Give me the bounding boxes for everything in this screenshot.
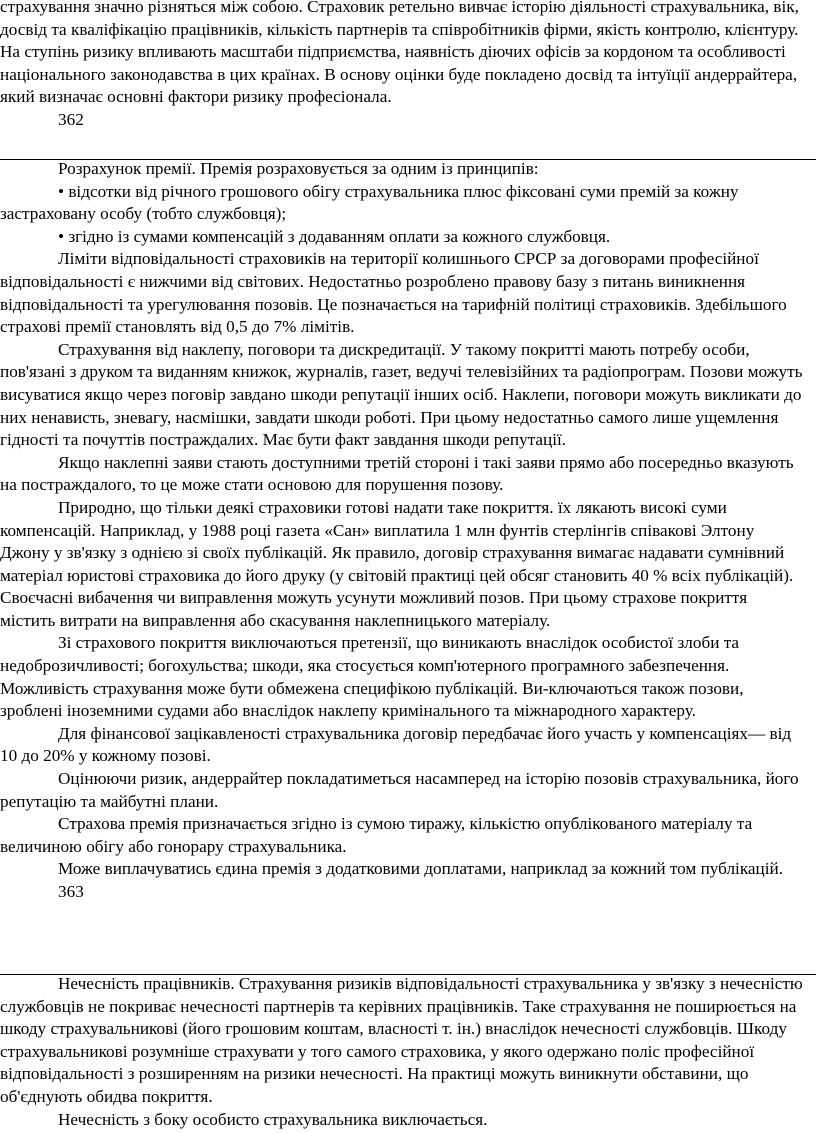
page-fragment-2 — [0, 158, 804, 904]
paragraph: Може виплачуватись єдина премія з додатковими доплатами, наприклад за кожний том публікацій. — [58, 859, 784, 879]
paragraph: Страхування від наклепу, поговори та дискредитації. У такому покритті мають потребу особи, пов'язані з друком та виданням книжок, журналів, газет, ведучі телевізійних та радіопрограм. Позови можуть висуватися якщо через поговір завдано шкоди репутації інших осіб. Наклепи, поговори можуть викликати до них ненависть, зневагу, насмішки, завдати шкоди роботі. При цьому недостатньо самого лише ущемлення гідності та почуттів постраждалих. Має бути факт завдання шкоди репутації. — [0, 339, 803, 450]
paragraph: Розрахунок премії. Премія розраховується за одним із принципів: — [58, 159, 539, 178]
page-fragment-3 — [0, 973, 804, 1131]
paragraph: Страхова премія призначається згідно із сумою тиражу, кількістю опублікованого матеріалу та величиною обігу або гонорару страхувальника. — [0, 814, 753, 856]
paragraph: Якщо наклепні заяви стають доступними третій стороні і такі заяви прямо або посередньо вказують на постраждалого, то це може стати основою для порушення позову. — [0, 452, 794, 495]
paragraph: Оцінюючи ризик, андеррайтер покладатиметься насамперед на історію позовів страхувальника, його репутацію та майбутні плани. — [0, 769, 799, 811]
paragraph: Для фінансової зацікавленості страхувальника договір передбачає його участь у компенсаціях— від 10 до 20% у кожному позові. — [0, 723, 792, 766]
paragraph: Нечесність з боку особисто страхувальника виключається. — [58, 1109, 488, 1129]
bullet-item: • відсотки від річного грошового обігу страхувальника плюс фіксовані суми премій за кожну застраховану особу (тобто службовця); — [0, 181, 739, 224]
paragraph: Ліміти відповідальності страховиків на території колишнього СРСР за договорами професійної відповідальності є нижчими від світових. Недостатньо розроблено правову базу з питань виникнення відповідальності та урегулювання позовів. Це позначається на тарифній політиці страховиків. Здебільшого страхові премії становлять від 0,5 до 7% лімітів. — [0, 249, 787, 337]
page-number-362: 362 — [58, 109, 84, 129]
paragraph: Зі страхового покриття виключаються претензії, що виникають внаслідок особистої злоби та недоброзичливості; богохульства; шкоди, яка стосується комп'ютерного програмного забезпечення. Можливість страхування може бути обмежена специфікою публікацій. Ви-ключаються також позови, зроблені іноземними судами або внаслідок наклепу кримінального та міжнародного характеру. — [0, 633, 744, 721]
page-number-363: 363 — [58, 882, 84, 901]
paragraph: Природно, що тільки деякі страховики готові надати таке покриття. їх лякають високі суми компенсацій. Наприклад, у 1988 році газета «Сан» виплатила 1 млн фунтів стерлінгів співакові Элтону Джону у зв'язку з однією зі своїх публікацій. Як правило, договір страхування вимагає надавати сумнівний матеріал юристові страховика до його друку (у світовій практиці цей обсяг становить 40 % всіх публікацій). Своєчасні вибачення чи виправлення можуть усунути можливий позов. При цьому страхове покриття містить витрати на виправлення або скасування наклепницького матеріалу. — [0, 497, 794, 630]
paragraph: страхування значно різняться між собою. Страховик ретельно вивчає історію діяльності страхувальника, вік, досвід та кваліфікацію працівників, кількість партнерів та співробітників фірми, якість контролю, клієнтуру. На ступінь ризику впливають масштаби підприємства, наявність діючих офісів за кордоном та особливості національного законодавства в цих країнах. В основу оцінки буде покладено досвід та інтуїції андеррайтера, який визначає основні фактори ризику професіонала. — [0, 0, 799, 107]
page-fragment-1 — [0, 0, 804, 132]
bullet-item: • згідно із сумами компенсацій з додаванням оплати за кожного службовця. — [58, 226, 611, 246]
paragraph: Нечесність працівників. Страхування ризиків відповідальності страхувальника у зв'язку з нечесністю службовців не покриває нечесності партнерів та керівних працівників. Таке страхування не поширюється на шкоду страхувальникові (його грошовим коштам, власності т. ін.) внаслідок нечесності службовців. Шкоду страхувальникові розумніше страхувати у того самого страховика, у якого одержано поліс професійної відповідальності з розширенням на ризики нечесності. На практиці можуть виникнути обставини, що об'єднують обидва покриття. — [0, 974, 803, 1106]
